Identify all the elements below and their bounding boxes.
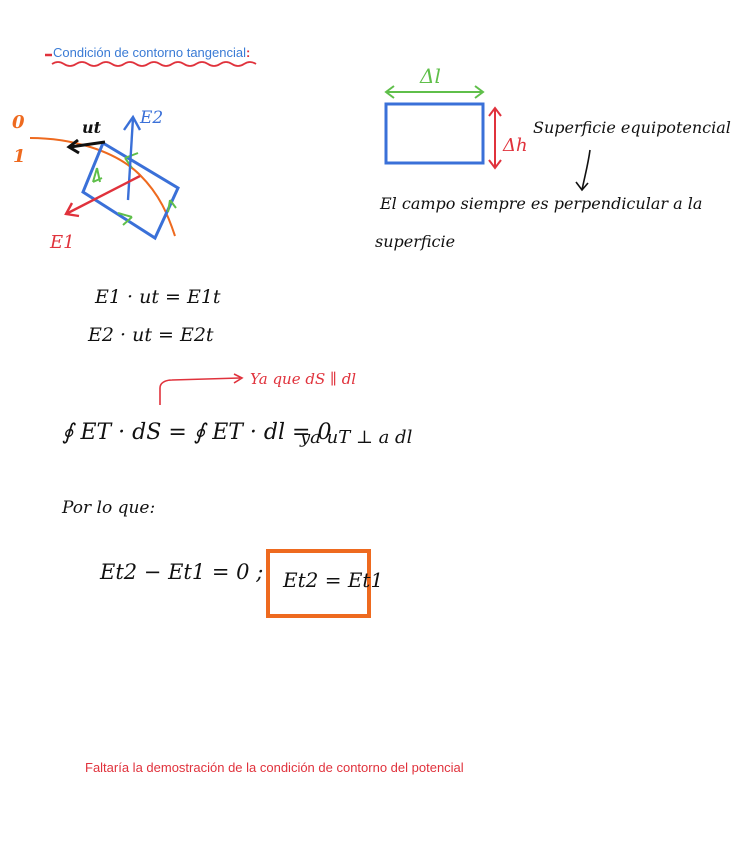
title-underline <box>52 62 256 66</box>
boundary-curve <box>30 138 175 236</box>
surface-diagram <box>386 86 590 190</box>
medium-label-0: 0 <box>12 112 25 133</box>
pointer-arrowhead <box>576 182 588 190</box>
e2-label: E2 <box>140 108 164 128</box>
title-text: Condición de contorno tangencial <box>53 45 246 60</box>
dh-label: Δh <box>503 135 528 156</box>
equation-e1: E1 · ut = E1t <box>95 286 221 308</box>
surface-label: Superficie equipotencial <box>533 118 731 137</box>
integral-note: ya uT ⊥ a dl <box>300 427 413 448</box>
annotation-text: Ya que dS ∥ dl <box>250 370 357 388</box>
sentence-line-1: El campo siempre es perpendicular a la <box>380 194 703 213</box>
medium-label-1: 1 <box>13 146 26 167</box>
ut-label: ut <box>82 118 102 137</box>
sentence-line-2: superficie <box>375 232 456 251</box>
therefore-text: Por lo que: <box>62 498 156 518</box>
loop-arrow-right <box>168 200 176 212</box>
equation-e2: E2 · ut = E2t <box>88 324 214 346</box>
title-colon: : <box>245 45 251 60</box>
integral-equation: ∮ ET · dS = ∮ ET · dl = 0 <box>62 420 332 445</box>
annotation-arrow <box>160 378 240 405</box>
difference-equation: Et2 − Et1 = 0 ; <box>100 560 264 584</box>
e1-label: E1 <box>50 232 75 253</box>
pointer-arrow <box>582 150 590 190</box>
loop-arrow-left <box>93 168 102 182</box>
boundary-diagram <box>30 117 178 238</box>
footer-note: Faltaría la demostración de la condición de contorno del potencial <box>85 760 464 775</box>
surface-rectangle <box>386 104 483 163</box>
boxed-result: Et2 = Et1 <box>283 568 384 592</box>
dl-label: Δl <box>420 64 441 88</box>
